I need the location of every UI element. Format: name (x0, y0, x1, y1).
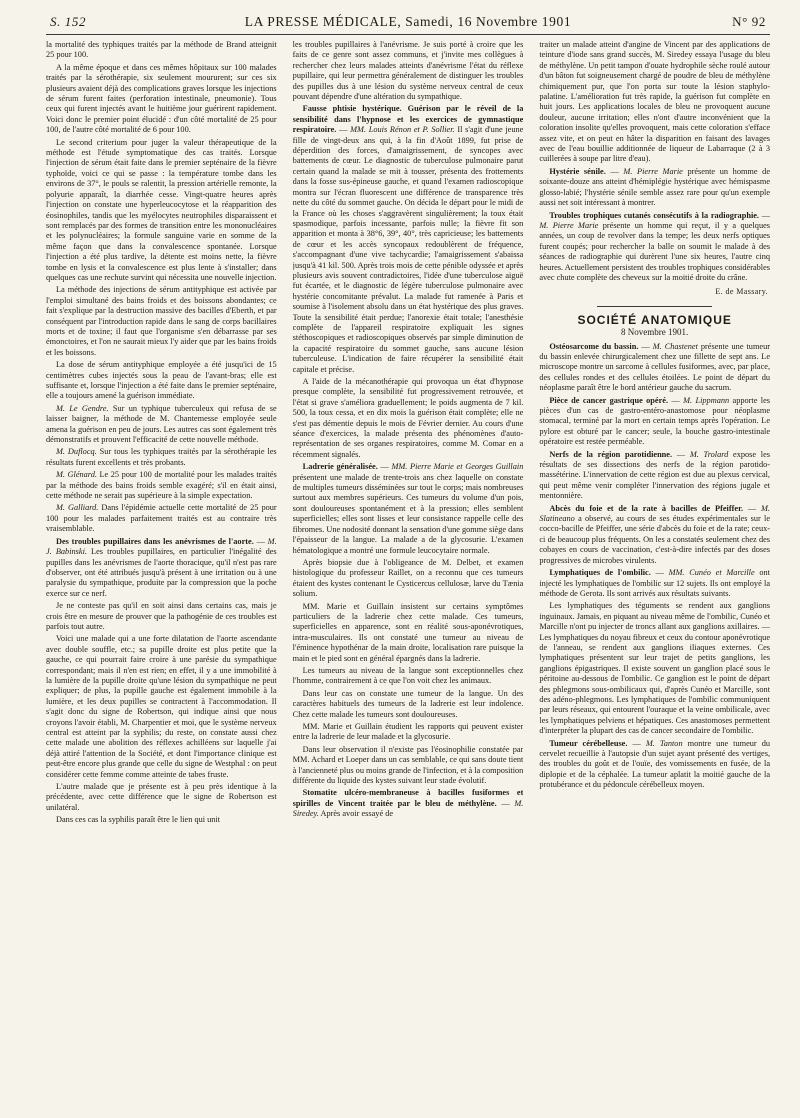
paragraph-text: L'autre malade que je présente est à peu près identique à la précédente, avec cette différence que le signe de Robertson est unilatéral. (46, 782, 277, 812)
column-1 (46, 40, 277, 1110)
paragraph (293, 722, 524, 743)
paragraph (46, 63, 277, 136)
author-name: M. Slatineano (539, 503, 770, 524)
paragraph-text: ont injecté les lymphatiques de l'ombilic sur 12 sujets. Ils ont employé la méthode de Gerota. Ils sont arrivés aux résultats suivants. (539, 568, 771, 598)
journal-title: LA PRESSE MÉDICALE, Samedi, 16 Novembre 1901 (244, 14, 572, 29)
paragraph-text: A l'aide de la mécanothérapie qui provoqua un état d'hypnose presque complète, la sensibilité fut progressivement retrouvée, et l'état si grave s'améliora graduellement; le poids augmenta de 7 kil. 500, la toux cessa, et en dix mois la guérison était complète; elle ne s'est pas démentie depuis le mois de Février dernier. Au cours d'une séance d'exercices, la malade présenta des phénomènes d'auto-représentation de ses organes respiratoires, comme M. Comar en a récemment signalés. (292, 377, 524, 459)
column-3 (539, 40, 770, 1110)
author-name: M. Pierre Marie (539, 220, 599, 230)
paragraph (46, 601, 277, 632)
paragraph: Fausse phtisie hystérique. Guérison par le réveil de la sensibilité dans l'hypnose et les exercices de gymnastique respiratoire. — MM. Louis Rénon et P. Sollier. Il s'agit d'une jeune fille de vingt-deux ans qui, à la fin d'Août 1899, fut prise de déperdition des forces, d'amaigrissement, de syncopes avec battements de cœur. Le diagnostic de tuberculose pulmonaire parut certain quand la malade se mit à tousser, présenta des frottements dans la fosse sus-épineuse gauche, et quand l'examen radioscopique montra sur l'écran fluorescent une différence de transparence très nette du côté du sommet gauche. On décida le départ pour le midi de la France où les choses s'aggravèrent singulièrement; la toux était spasmodique, parfois incessante, parfois nulle; la fièvre fit son apparition et monta à 38°6, 39°, 40°, très capricieuse; les battements de cœur et les accès syncopaux redoublèrent de fréquence, s'accompagnant d'une vive tachycardie; l'amaigrissement s'abaissa jusqu'à 41 kil. 500. Après trois mois de cette pénible odyssée et après plusieurs avis souvent contradictoires, l'idée d'une tuberculose aiguë fut écartée, et le diagnostic de légère tuberculose pulmonaire avec hystérie concomitante prévalut. La malade fut ramenée à Paris et soumise à l'isolement absolu dans un état hystérique des plus graves. Toute la sensibilité était perdue; l'anorexie était totale; l'anesthésie complète de l'appareil respiratoire expliquait les signes stéthoscopiques et radioscopiques observés par simple diminution de la capacité respiratoire du sommet gauche, sans aucune lésion tuberculeuse. L'indication de faire récupérer la sensibilité était capitale et précise. (292, 104, 524, 374)
paragraph-heading: Stomatite ulcéro-membraneuse à bacilles fusiformes et spirilles de Vincent traitée par le bleu de méthylène. (292, 788, 524, 808)
author-name: M. Pierre Marie (623, 166, 683, 176)
author-name: MM. Cunéo et Marcille (668, 568, 755, 578)
paragraph (293, 558, 524, 600)
paragraph-text: apporte les pièces d'un cas de gastro-entéro-anastomose pour néoplasme stomacal, terminé par la mort en certain temps après l'opération. Le pylore est obturé par le cancer; seule, la bouche gastro-intestinale opératoire est restée perméable. (539, 395, 771, 447)
paragraph-heading: Pièce de cancer gastrique opéré. (549, 395, 669, 405)
paragraph (46, 285, 277, 358)
paragraph: Hystérie sénile. — M. Pierre Marie présente un homme de soixante-douze ans atteint d'hémiplégie hystérique avec hémispasme glosso-labié; l'hystérie sénile semble assez rare pour qu'un exemple aussi net soit intéressant à montrer. (539, 166, 771, 208)
paragraph (293, 377, 524, 460)
paragraph-text: Les lymphatiques des téguments se rendent aux ganglions inguinaux. Jamais, en piquant au niveau même de l'ombilic, Cunéo et Marcille n'ont pu injecter de troncs allant aux ganglions axillaires. — Les lymphatiques du noyau fibreux et ceux du contour aponévrotique de l'anneau, se rendent aux ganglions iliaques externes. Ces lymphatiques présentent sur leur trajet de petits ganglions, les ganglions épigastriques. Il existe souvent un ganglion placé sous le péritoine au-dessous de l'ombilic. Ce ganglion est le point de départ des phlegmons sous-ombilicaux qui, d'après Cunéo et Marcille, sont des adéno-phlegmons. Les lymphatiques de l'ombilic communiquent par leurs réseaux, qui entourent l'ouraque et la veine ombilicale, avec les lymphatiques pelviens et hépatiques. Ces anastomoses permettent d'interpréter la plupart des cas de cancer secondaire de l'ombilic. (539, 601, 771, 736)
paragraph-heading: Hystérie sénile. (549, 166, 606, 176)
paragraph-text: a observé, au cours de ses études expérimentales sur le cocco-bacille de Pfeiffer, une série d'abcès du foie et de la rate; ceux-ci de beaucoup plus fréquents. On les a constatés seulement chez des cobayes en cours de vaccination, c'est-à-dire infectés par des doses progressives de microbes virulents. (539, 514, 771, 565)
paragraph (46, 447, 277, 468)
issue-number: N° 92 (732, 14, 766, 29)
paragraph: Lymphatiques de l'ombilic. — MM. Cunéo et Marcille ont injecté les lymphatiques de l'ombilic sur 12 sujets. Ils ont employé la méthode de Gerota. Ils sont arrivés aux résultats suivants. (539, 568, 771, 598)
paragraph: Pièce de cancer gastrique opéré. — M. Lippmann apporte les pièces d'un cas de gastro-entéro-anastomose pour néoplasme stomacal, terminé par la mort en certain temps après l'opération. Le pylore est obturé par le cancer; seule, la bouche gastro-intestinale opératoire est restée perméable. (539, 395, 771, 447)
paragraph-heading: Ladrerie généralisée. (302, 462, 378, 472)
paragraph-text: Dans leur observation il n'existe pas l'éosinophilie constatée par MM. Achard et Loeper dans un cas semblable, ce qui sans doute tient à l'ancienneté plus ou moins grande de l'infection, et à la composition différente du liquide des kystes suivant leur stade évolutif. (292, 744, 524, 786)
paragraph: Abcès du foie et de la rate à bacilles de Pfeiffer. — M. Slatineano a observé, au cours de ses études expérimentales sur le cocco-bacille de Pfeiffer, une série d'abcès du foie et de la rate; ceux-ci de beaucoup plus fréquents. On les a constatés seulement chez des cobayes en cours de vaccination, c'est-à-dire infectés par des doses progressives de microbes virulents. (539, 503, 771, 565)
paragraph-text: traiter un malade atteint d'angine de Vincent par des applications de teinture d'iode sans grand succès, M. Siredey essaya l'usage du bleu de méthylène. Un petit tampon d'ouate hydrophile sèche roulé autour d'un bâton fut soigneusement chargé de poudre de bleu de méthylène chimiquement pur, que l'on porta sur toute la lésion staphylo-palatine. L'amélioration fut très rapide, la guérison fut complète en huit jours. Les applications locales de bleu ne provoquent aucune douleur, aucune irritation; elles n'ont d'autre inconvénient que la coloration insolite qu'elles provoquent, mais cette coloration s'efface assez vite, et on peut en hâter la disparition en faisant des lavages avec de l'eau bouillie additionnée de liqueur de Labarraque (2 à 3 cuillerées à soupe par litre d'eau). (539, 40, 771, 164)
paragraph-heading: Lymphatiques de l'ombilic. (549, 568, 651, 578)
paragraph-text: présente une tumeur du bassin enlevée chirurgicalement chez une fillette de sept ans. Le microscope montre un sarcome à cellules fusiformes, avec, par place, des cellules rondes et des cellules étoilées. Le point de départ du néoplasme paraît être le bord antérieur gauche du sacrum. (539, 341, 771, 393)
paragraph-text: Après biopsie due à l'obligeance de M. Delbet, et examen histologique du professeur Raillet, on a reconnu que ces tumeurs étaient des kystes contenant le Cysticercus cellulosæ, larve du Tænia solium. (292, 557, 524, 599)
page-header (46, 14, 770, 35)
paragraph: Ladrerie généralisée. — MM. Pierre Marie et Georges Guillain présentent une malade de trente-trois ans chez laquelle on constate de multiples tumeurs disséminées sur tout le corps; mais nombreuses surtout aux membres supérieurs. Ces tumeurs du volume d'un pois, sont douloureuses spontanément et à la pression; elles semblent superficielles; elles sont lisses et leur consistance rappelle celle des fibromes. Une nodosité donnant la sensation d'une gomme siège dans l'épaisseur de la langue. La malade a de la glycosurie. L'examen hématologique a montré une formule leucocytaire normale. (292, 462, 524, 555)
section-divider (597, 306, 712, 307)
author-name: M. Duflocq. (56, 447, 97, 457)
author-name: M. J. Babinski. (46, 536, 277, 557)
paragraph-heading: Ostéosarcome du bassin. (549, 341, 639, 351)
paragraph-text: Dans leur cas on constate une tumeur de la langue. Un des caractères habituels des tumeurs de la ladrerie est leur indolence. Chez cette malade les tumeurs sont douloureuses. (292, 688, 524, 719)
paragraph (46, 470, 277, 501)
paragraph-heading: Abcès du foie et de la rate à bacilles de Pfeiffer. (549, 503, 744, 513)
paragraph (293, 689, 524, 720)
paragraph (539, 601, 770, 736)
author-name: M. Galliard. (56, 503, 99, 513)
paragraph: Stomatite ulcéro-membraneuse à bacilles fusiformes et spirilles de Vincent traitée par le bleu de méthylène. — M. Siredey. Après avoir essayé de (292, 788, 524, 819)
paragraph-text: MM. Marie et Guillain étudient les rapports qui peuvent exister entre la ladrerie de leur malade et la glycosurie. (292, 722, 524, 742)
paragraph-text: présentent une malade de trente-trois ans chez laquelle on constate de multiples tumeurs disséminées sur tout le corps; mais nombreuses surtout aux membres supérieurs. Ces tumeurs du volume d'un pois, sont douloureuses spontanément et à la pression; elles semblent superficielles; elles sont lisses et leur consistance rappelle celle des fibromes. Une nodosité donnant la sensation d'une gomme siège dans l'épaisseur de la langue. La malade a de la glycosurie. L'examen hématologique a montré une formule leucocytaire normale. (292, 472, 524, 555)
paragraph-text: Dans ces cas la syphilis paraît être le lien qui unit (56, 815, 221, 825)
paragraph (46, 138, 277, 284)
author-name: M. Tanton (645, 738, 683, 748)
paragraph-text: Sur tous les typhiques traités par la sérothérapie les résultats furent excellents et très probants. (46, 447, 277, 467)
paragraph-heading: Fausse phtisie hystérique. Guérison par le réveil de la sensibilité dans l'hypnose et les exercices de gymnastique respiratoire. (292, 104, 524, 135)
paragraph (46, 782, 277, 813)
author-name: M. Lippmann (683, 395, 730, 405)
author-name: M. Siredey. (292, 798, 524, 819)
paragraph-text: Je ne conteste pas qu'il en soit ainsi dans certains cas, mais je crois être en mesure de prouver que la pathogénie de ces troubles est parfois tout autre. (46, 601, 277, 631)
section-title: SOCIÉTÉ ANATOMIQUE (577, 312, 732, 327)
author-name: M. Le Gendre. (56, 403, 109, 413)
paragraph-text: présente un homme de soixante-douze ans atteint d'hémiplégie hystérique avec hémispasme glosso-labié; l'hystérie sénile semble assez rare pour qu'un exemple aussi net soit intéressant à montrer. (539, 166, 771, 208)
paragraph (293, 40, 524, 102)
paragraph (46, 404, 277, 446)
paragraph-text: A la même époque et dans ces mêmes hôpitaux sur 100 malades traités par la sérothérapie, six seulement moururent; sur ces six plusieurs avaient déjà des complications graves lorsque les injections de sérum furent faites (perforation intestinale, pneumonie). Tous ceux qui furent injectés avant le huitième jour guérirent rapidement. Voici donc le premier point élucidé : d'un côté mortalité de 25 pour 100, de l'autre côté mortalité de 6 pour 100. (46, 62, 277, 135)
author-name: MM. Pierre Marie et Georges Guillain (391, 462, 524, 472)
paragraph-text: Il s'agit d'une jeune fille de vingt-deux ans qui, à la fin d'Août 1899, fut prise de déperdition des forces, d'amaigrissement, de syncopes avec battements de cœur. Le diagnostic de tuberculose pulmonaire parut certain quand la malade se mit à tousser, présenta des frottements dans la fosse sus-épineuse gauche, et quand l'examen radioscopique montra sur l'écran fluorescent une différence de transparence très nette du côté du sommet gauche. On décida le départ pour le midi de la France où les choses s'aggravèrent singulièrement; la toux était spasmodique, parfois incessante, parfois nulle; la fièvre fit son apparition et monta à 38°6, 39°, 40°, très capricieuse; les battements de cœur et les accès syncopaux redoublèrent de fréquence, s'accompagnant d'une vive tachycardie; l'amaigrissement s'abaissa jusqu'à 41 kil. 500. Après trois mois de cette pénible odyssée et après plusieurs avis souvent contradictoires, l'idée d'une tuberculose aiguë fut écartée, et le diagnostic de légère tuberculose pulmonaire avec hystérie concomitante prévalut. La malade fut ramenée à Paris et soumise à l'isolement absolu dans un état hystérique des plus graves. Toute la sensibilité était perdue; l'anorexie était totale; l'anesthésie complète de l'appareil respiratoire expliquait les signes stéthoscopiques et radioscopiques observés par simple diminution de la capacité respiratoire du sommet gauche, sans aucune lésion tuberculeuse. L'indication de faire récupérer la sensibilité était capitale et précise. (292, 125, 524, 374)
paragraph-text: les troubles pupillaires à l'anévrisme. Je suis porté à croire que les faits de ce genre sont assez communs, et j'invite mes collègues à rechercher chez leurs malades atteints d'anévrisme l'état du réflexe pupillaire, qui leur permettra généralement de distinguer les troubles des pupilles dus à une lésion du système nerveux central de ceux pouvant dépendre d'une altération du sympathique. (292, 40, 524, 102)
column-3-bottom (539, 342, 770, 791)
author-name: M. Glénard. (56, 470, 97, 480)
paragraph-text: Le 25 pour 100 de mortalité pour les malades traités par la méthode des bains froids semble exagéré; s'il en était ainsi, cette méthode ne serait pas supérieure à la simple expectation. (46, 470, 277, 501)
paragraph-text: la mortalité des typhiques traités par la méthode de Brand atteignit 25 pour 100. (46, 40, 277, 60)
paragraph (46, 815, 277, 825)
paragraph-text: Sur un typhique tuberculeux qui refusa de se laisser baigner, la méthode de M. Chantemesse employée seule amena la guérison en peu de jours. Les autres cas sont également très démonstratifs et prouvent l'efficacité de cette nouvelle méthode. (46, 403, 277, 445)
section-date: 8 Novembre 1901. (621, 327, 689, 338)
paragraph (293, 602, 524, 664)
paragraph-text: Voici une malade qui a une forte dilatation de l'aorte ascendante avec double souffle, etc.; sa pupille droite est plus petite que la gauche, ce qui pourrait faire croire à une parésie du sympathique correspondant; mais il n'en est rien; en effet, il y a une immobilité à la lumière de la pupille droite qu'une lésion du sympathique ne peut expliquer; de plus, la pupille gauche est également immobile à la lumière, et les deux pupilles se contractent à l'accommodation. Il s'agit donc du signe de Robertson, qui indique ainsi que nous croyons l'avoir établi, M. Charpentier et moi, que le système nerveux central est atteint par la syphilis; du reste, on constate aussi chez cette malade une abolition des réflexes achilléens sur laquelle j'ai déjà attiré l'attention de la Société, et dont l'importance clinique est peut-être encore plus grande que celle du signe de Westphal : on peut considérer cette femme comme atteinte de tabes fruste. (46, 634, 277, 779)
paragraph-heading: Nerfs de la région parotidienne. (549, 449, 673, 459)
paragraph-text: Les troubles pupillaires, en particulier l'inégalité des pupilles dans les anévrismes de l'aorte thoracique, qu'il n'est pas rare d'observer, ont été attribués jusqu'à présent à une irritation ou à une paralysie du sympathique, produite par la compression que la poche exerce sur ce nerf. (46, 547, 277, 598)
paragraph (539, 40, 770, 165)
paragraph (293, 666, 524, 687)
paragraph: Tumeur cérébelleuse. — M. Tanton montre une tumeur du cervelet recueillie à l'autopsie d'un sujet ayant présenté des vertiges, des troubles du goût et de l'ouïe, des vomissements en fusée, de la diplopie et de la céphalée. La tumeur aplatit la moitié gauche de la protubérance et du pédoncule cérébelleux moyen. (539, 738, 771, 790)
paragraph-text: MM. Marie et Guillain insistent sur certains symptômes particuliers de la ladrerie chez cette malade. Ces tumeurs, superficielles en apparence, sont en réalité sous-aponévrotiques, intra-musculaires. Ils ont constaté une tumeur au niveau de l'éminence hypothénar de la main droite, localisation rare puisque la main et le pied sont en général épargnés dans la ladrerie. (292, 601, 524, 663)
column-3-top (539, 40, 770, 283)
paragraph-text: Les tumeurs au niveau de la langue sont exceptionnelles chez l'homme, contrairement à ce que l'on voit chez les animaux. (292, 665, 524, 686)
paragraph: Troubles trophiques cutanés consécutifs à la radiographie. — M. Pierre Marie présente un homme qui reçut, il y a quelques années, un coup de revolver dans la tempe; les deux nerfs optiques furent coupés; pour rechercher la balle on soumit le malade à des séances de radiographie qui durèrent l'une six heures, l'autre cinq heures. Actuellement persistent des troubles trophiques considérables avec chute complète des cheveux sur la moitié droite du crâne. (539, 210, 771, 282)
paragraph (46, 40, 277, 61)
paragraph-heading: Tumeur cérébelleuse. (549, 738, 628, 748)
paragraph-text: Le second criterium pour juger la valeur thérapeutique de la méthode est l'étude symptomatique des cas traités. Lorsque l'injection de sérum était faite dans le premier septénaire de la fièvre typhoïde, voici ce qui se passe : la température tombe dans les environs de 37°, le pouls se ralentit, la pression artérielle remonte, la polyurie apparaît, la diarrhée cesse. Vingt-quatre heures après l'injection on constate une hyperleucocytose et la réapparition des éosinophiles, tandis que les myélocytes neutrophiles disparaissent et sont remplacés par des formes de transition entre les mononucléaires et les polynucléaires; la formule sanguine varie en somme de la même façon que dans la convalescence spontanée. Lorsque l'injection a été plus tardive, la détente est moins nette, la fièvre tombe en lysis et la convalescence est plus lente à s'installer; dans quelques cas une rechute survint qui nécessita une nouvelle injection. (46, 137, 277, 282)
paragraph (293, 745, 524, 787)
paragraph (46, 634, 277, 780)
author-name: M. Trolard (689, 449, 729, 459)
column-2 (293, 40, 524, 1110)
author-name: MM. Louis Rénon et P. Sollier. (350, 125, 455, 135)
author-signature: E. de Massary. (715, 287, 769, 297)
paragraph-text: montre une tumeur du cervelet recueillie à l'autopsie d'un sujet ayant présenté des vertiges, des troubles du goût et de l'ouïe, des vomissements en fusée, de la diplopie et de la céphalée. La tumeur aplatit la moitié gauche de la protubérance et du pédoncule cérébelleux moyen. (539, 738, 771, 790)
paragraph-heading: Troubles trophiques cutanés consécutifs à la radiographie. (549, 210, 759, 220)
paragraph (46, 360, 277, 402)
paragraph-text: présente un homme qui reçut, il y a quelques années, un coup de revolver dans la tempe; les deux nerfs optiques furent coupés; pour rechercher la balle on soumit le malade à des séances de radiographie qui durèrent l'une six heures, l'autre cinq heures. Actuellement persistent des troubles trophiques considérables avec chute complète des cheveux sur la moitié droite du crâne. (539, 220, 771, 282)
paragraph-heading: Des troubles pupillaires dans les anévrismes de l'aorte. (56, 536, 254, 546)
page-number: S. 152 (50, 14, 87, 29)
paragraph (46, 503, 277, 534)
paragraph: Ostéosarcome du bassin. — M. Chastenet présente une tumeur du bassin enlevée chirurgicalement chez une fillette de sept ans. Le microscope montre un sarcome à cellules fusiformes, avec, par place, des cellules rondes et des cellules étoilées. Le point de départ du néoplasme paraît être le bord antérieur gauche du sacrum. (539, 341, 771, 393)
paragraph: Nerfs de la région parotidienne. — M. Trolard expose les résultats de ses dissections des nerfs de la région parotido-massétérine. L'innervation de cette région est due au plexus cervical, qui peut même venir compléter l'innervation des régions jugale et mentonnière. (539, 449, 771, 501)
paragraph-text: Dans l'épidémie actuelle cette mortalité de 25 pour 100 pour les malades parfaitement traités est au contraire très vraisemblable. (46, 503, 277, 534)
paragraph-text: expose les résultats de ses dissections des nerfs de la région parotido-massétérine. L'innervation de cette région est due au plexus cervical, qui peut même venir compléter l'innervation des régions jugale et mentonnière. (539, 449, 771, 501)
author-name: M. Chastenet (652, 341, 698, 351)
paragraph-text: La dose de sérum antityphique employée a été jusqu'ici de 15 centimètres cubes injectés sous la peau de l'avant-bras; elle est suffisante et, lorsque l'injection a été faite dans le premier septénaire, elle a toujours amené la guérison immédiate. (46, 360, 277, 401)
paragraph: Des troubles pupillaires dans les anévrismes de l'aorte. — M. J. Babinski. Les troubles pupillaires, en particulier l'inégalité des pupilles dans les anévrismes de l'aorte thoracique, qu'il n'est pas rare d'observer, ont été attribués jusqu'à présent à une irritation ou à une paralysie du sympathique, produite par la compression que la poche exerce sur ce nerf. (46, 536, 277, 598)
paragraph-text: Après avoir essayé de (318, 809, 394, 819)
paragraph-text: La méthode des injections de sérum antityphique est activée par l'emploi simultané des bains froids et des boissons abondantes; ce fait s'explique par la destruction massive des bacilles d'Eberth, et par conséquent par l'introduction rapide dans le sang de corps bacillaires morts et de toxine; il faut que l'organisme s'en débarrasse par ses émonctoires, et l'on ne saurait mieux l'y aider que par les bains froids et les boissons. (46, 285, 277, 357)
text-columns (46, 40, 770, 1110)
